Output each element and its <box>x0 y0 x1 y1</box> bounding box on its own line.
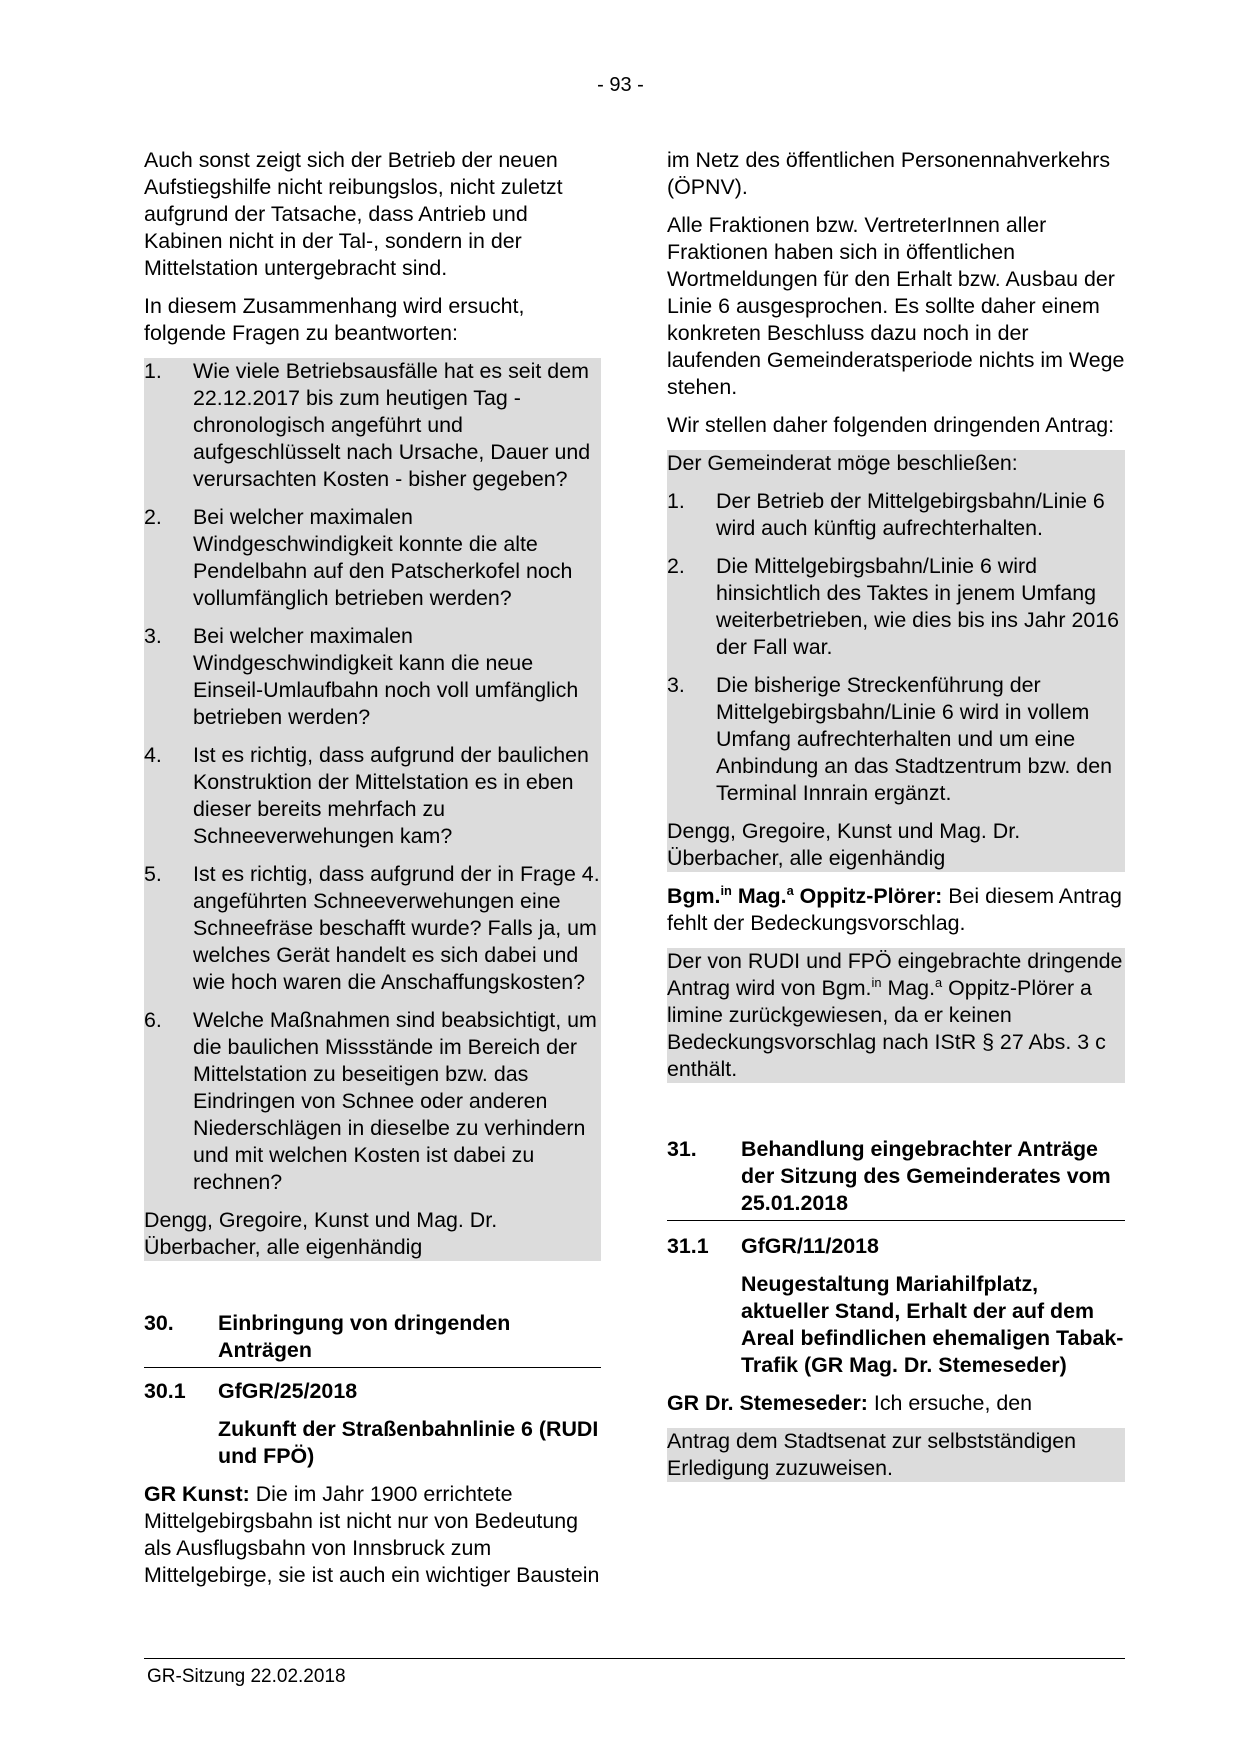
item-text: Bei welcher maximalen Windgeschwindigkeit konnte die alte Pendelbahn auf den Patscherkofel noch vollumfänglich betrieben werden? <box>193 505 573 610</box>
speaker-name: GR Dr. Stemeseder: <box>667 1391 868 1415</box>
signers: Dengg, Gregoire, Kunst und Mag. Dr. Überbacher, alle eigenhändig <box>144 1208 498 1259</box>
item-text: Die Mittelgebirgsbahn/Linie 6 wird hinsichtlich des Taktes in jenem Umfang weiterbetrieben, wie dies bis ins Jahr 2016 der Fall war. <box>716 554 1120 659</box>
left-column <box>144 147 601 1600</box>
question-list <box>144 358 601 1196</box>
item-number: 6. <box>144 1008 162 1032</box>
item-number: 1. <box>144 359 162 383</box>
section-title: Behandlung eingebrachter Anträge der Sitzung des Gemeinderates vom 25.01.2018 <box>741 1137 1111 1215</box>
subsection-title-text: Zukunft der Straßenbahnlinie 6 (RUDI und FPÖ) <box>218 1417 599 1468</box>
list-item <box>667 488 1125 542</box>
item-number: 2. <box>667 554 685 578</box>
subsection-title <box>667 1271 1125 1379</box>
item-text: Wie viele Betriebsausfälle hat es seit dem 22.12.2017 bis zum heutigen Tag - chronologisch angeführt und aufgeschlüsselt nach Ursache, Dauer und verursachten Kosten - bisher gegeben? <box>193 359 591 491</box>
list-item <box>144 504 601 612</box>
item-number: 3. <box>144 624 162 648</box>
subsection-code: GfGR/25/2018 <box>218 1379 358 1403</box>
question-block <box>144 358 601 1261</box>
list-item <box>144 1007 601 1196</box>
item-number: 4. <box>144 743 162 767</box>
item-text: Der Betrieb der Mittelgebirgsbahn/Linie 6 wird auch künftig aufrechterhalten. <box>716 489 1105 540</box>
signers: Dengg, Gregoire, Kunst und Mag. Dr. Überbacher, alle eigenhändig <box>667 819 1021 870</box>
speech-text: Ich ersuche, den <box>873 1391 1033 1415</box>
speaker-name: Bgm.$^{in}$ Mag.$^a$ Oppitz-Plörer: <box>667 882 943 908</box>
subsection-number: 31.1 <box>667 1234 709 1258</box>
decision-text: Der von RUDI und FPÖ eingebrachte dringende Antrag wird von Bgm.$^{in}$ Mag.$^a$ Oppitz-Plörer a limine zurückgewiesen, da er keinen Bedeckungsvorschlag nach IStR § 27 Abs. 3 c enthält. <box>667 949 1123 1081</box>
paragraph: Wir stellen daher folgenden dringenden Antrag: <box>667 413 1115 437</box>
section-heading-31 <box>667 1136 1125 1221</box>
speech-text: Bei diesem Antrag fehlt der Bedeckungsvorschlag. <box>667 884 1122 935</box>
item-text: Ist es richtig, dass aufgrund der baulichen Konstruktion der Mittelstation es in eben dieser bereits mehrfach zu Schneeverwehungen kam? <box>193 743 589 848</box>
list-item <box>667 672 1125 807</box>
right-column <box>667 147 1125 1493</box>
request-block <box>667 1428 1125 1482</box>
section-number: 30. <box>144 1311 174 1335</box>
list-item <box>144 861 601 996</box>
item-number: 3. <box>667 673 685 697</box>
speech-text: Die im Jahr 1900 errichtete Mittelgebirgsbahn ist nicht nur von Bedeutung als Ausflugsbahn von Innsbruck zum Mittelgebirge, sie ist auch ein wichtiger Baustein <box>144 1482 600 1587</box>
page-number: - 93 - <box>597 74 644 96</box>
footer-divider <box>144 1658 1125 1659</box>
item-number: 5. <box>144 862 162 886</box>
item-number: 2. <box>144 505 162 529</box>
subsection-heading-31-1 <box>667 1233 1125 1260</box>
section-number: 31. <box>667 1137 697 1161</box>
paragraph: Auch sonst zeigt sich der Betrieb der neuen Aufstiegshilfe nicht reibungslos, nicht zuletzt aufgrund der Tatsache, dass Antrieb und Kabinen nicht in der Tal-, sondern in der Mittelstation untergebracht sind. <box>144 148 563 280</box>
paragraph: Alle Fraktionen bzw. VertreterInnen aller Fraktionen haben sich in öffentlichen Wortmeldungen für den Erhalt bzw. Ausbau der Linie 6 ausgesprochen. Es sollte daher einem konkreten Beschluss dazu noch in der laufenden Gemeinderatsperiode nichts im Wege stehen. <box>667 213 1125 399</box>
item-text: Ist es richtig, dass aufgrund der in Frage 4. angeführten Schneeverwehungen eine Schneefräse beschafft wurde? Falls ja, um welches Gerät handelt es sich dabei und wie hoch waren die Anschaffungskosten? <box>193 862 600 994</box>
decision-block <box>667 948 1125 1083</box>
speech-stemeseder <box>667 1390 1125 1417</box>
section-title: Einbringung von dringenden Anträgen <box>218 1311 511 1362</box>
subsection-title-text: Neugestaltung Mariahilfplatz, aktueller Stand, Erhalt der auf dem Areal befindlichen ehemaligen Tabak-Trafik (GR Mag. Dr. Stemeseder) <box>741 1272 1124 1377</box>
list-item <box>144 358 601 493</box>
request-text: Antrag dem Stadtsenat zur selbstständigen Erledigung zuzuweisen. <box>667 1429 1077 1480</box>
subsection-heading-30-1 <box>144 1378 601 1405</box>
paragraph: In diesem Zusammenhang wird ersucht, folgende Fragen zu beantworten: <box>144 294 525 345</box>
list-item <box>144 742 601 850</box>
item-number: 1. <box>667 489 685 513</box>
section-heading-30 <box>144 1310 601 1368</box>
subsection-number: 30.1 <box>144 1379 186 1403</box>
speech-mayor <box>667 883 1125 937</box>
subsection-code: GfGR/11/2018 <box>741 1234 879 1258</box>
motion-list <box>667 488 1125 807</box>
motion-block <box>667 450 1125 872</box>
speech-kunst <box>144 1481 601 1589</box>
speaker-name: GR Kunst: <box>144 1482 250 1506</box>
footer-text: GR-Sitzung 22.02.2018 <box>147 1666 346 1687</box>
motion-intro: Der Gemeinderat möge beschließen: <box>667 451 1018 475</box>
list-item <box>667 553 1125 661</box>
list-item <box>144 623 601 731</box>
subsection-title <box>144 1416 601 1470</box>
paragraph: im Netz des öffentlichen Personennahverkehrs (ÖPNV). <box>667 148 1111 199</box>
item-text: Welche Maßnahmen sind beabsichtigt, um die baulichen Missstände im Bereich der Mittelstation zu beseitigen bzw. das Eindringen von Schnee oder anderen Niederschlägen in dieselbe zu verhindern und mit welchen Kosten ist dabei zu rechnen? <box>193 1008 597 1194</box>
item-text: Die bisherige Streckenführung der Mittelgebirgsbahn/Linie 6 wird in vollem Umfang aufrechterhalten und um eine Anbindung an das Stadtzentrum bzw. den Terminal Innrain ergänzt. <box>716 673 1112 805</box>
item-text: Bei welcher maximalen Windgeschwindigkeit kann die neue Einseil-Umlaufbahn noch voll umfänglich betrieben werden? <box>193 624 579 729</box>
